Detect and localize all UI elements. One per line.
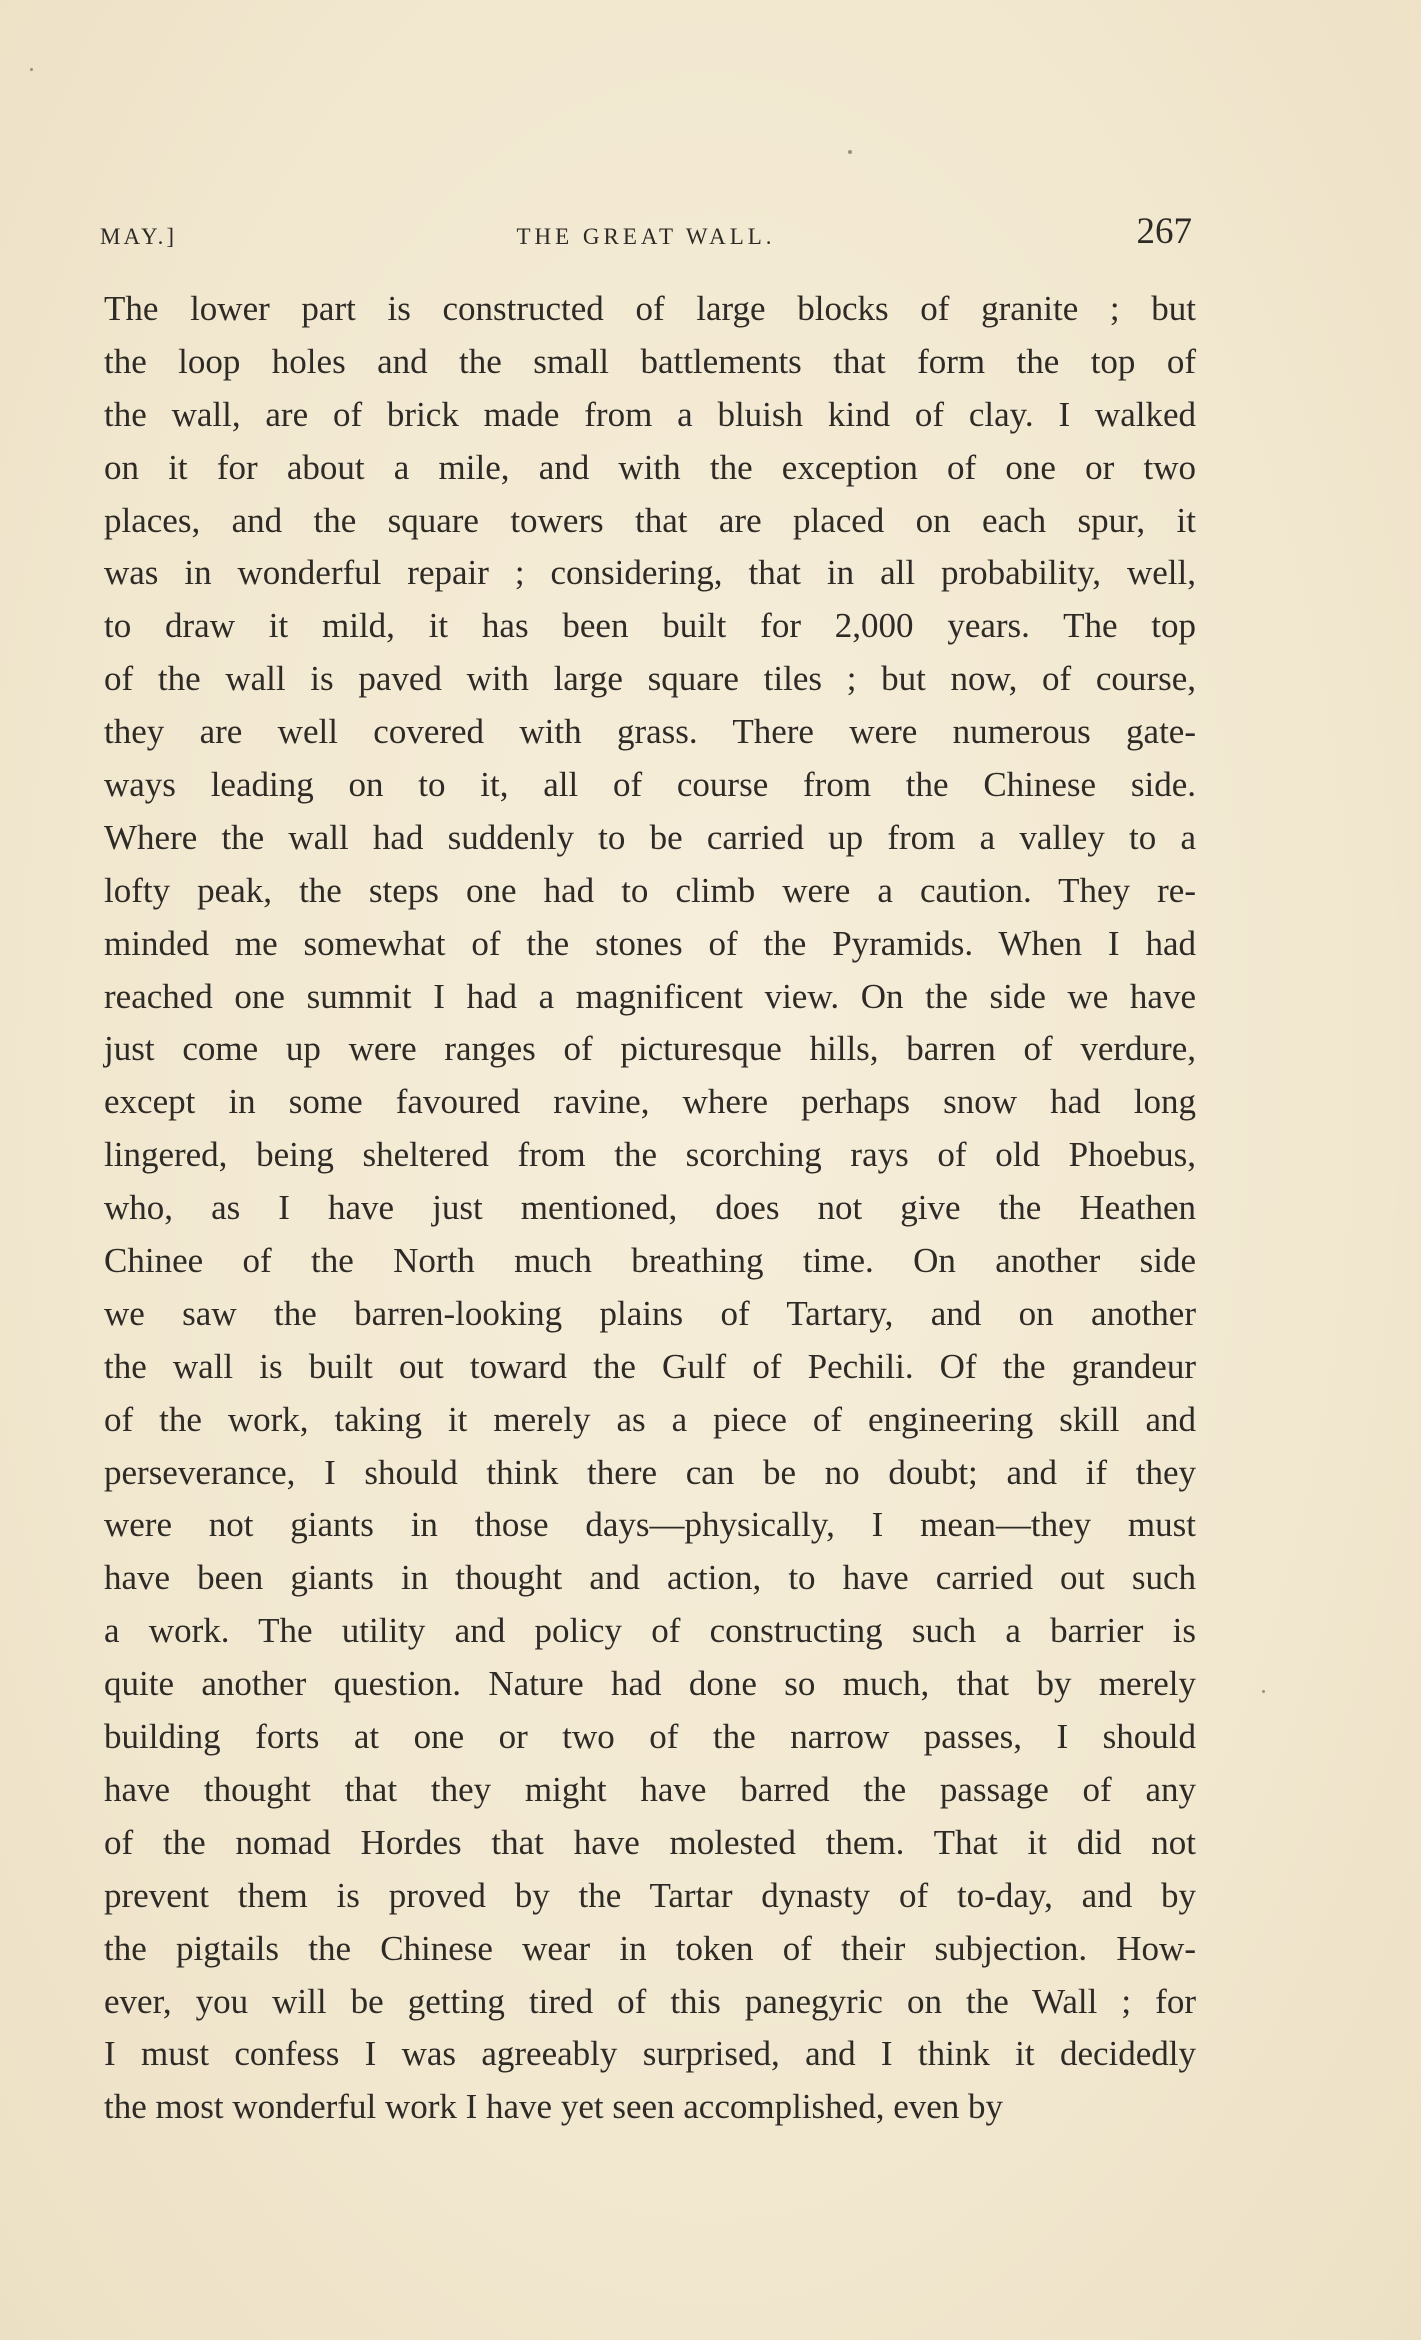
text-line: the most wonderful work I have yet seen accomplished, even by	[104, 2087, 1004, 2127]
text-line: building forts at one or two of the narrow passes, I should	[104, 1717, 1196, 1757]
running-head	[100, 210, 1192, 260]
text-line: have thought that they might have barred the passage of any	[104, 1769, 1196, 1809]
paper-speck	[30, 68, 33, 71]
text-line: we saw the barren-looking plains of Tartary, and on another	[104, 1293, 1196, 1333]
text-line: of the wall is paved with large square tiles ; but now, of course,	[104, 659, 1196, 699]
text-line: Where the wall had suddenly to be carried up from a valley to a	[104, 817, 1196, 857]
text-line: I must confess I was agreeably surprised, and I think it decidedly	[104, 2034, 1196, 2074]
paper-speck	[848, 150, 852, 154]
text-line: Chinee of the North much breathing time. On another side	[104, 1241, 1196, 1281]
text-line: have been giants in thought and action, to have carried out such	[104, 1558, 1196, 1598]
text-line: on it for about a mile, and with the exception of one or two	[104, 447, 1196, 487]
text-line: just come up were ranges of picturesque hills, barren of verdure,	[104, 1029, 1196, 1069]
text-line: lofty peak, the steps one had to climb were a caution. They re-	[104, 870, 1196, 910]
running-head-title: THE GREAT WALL.	[516, 224, 776, 249]
text-line: prevent them is proved by the Tartar dynasty of to-day, and by	[104, 1875, 1196, 1915]
body-text	[104, 283, 1196, 2134]
text-line: except in some favoured ravine, where perhaps snow had long	[104, 1082, 1196, 1122]
running-head-section: MAY.]	[100, 224, 178, 249]
text-line: perseverance, I should think there can be no doubt; and if they	[104, 1452, 1196, 1492]
text-line: minded me somewhat of the stones of the Pyramids. When I had	[104, 923, 1196, 963]
text-line: a work. The utility and policy of constructing such a barrier is	[104, 1611, 1196, 1651]
text-line: to draw it mild, it has been built for 2,000 years. The top	[104, 606, 1196, 646]
text-line: the wall, are of brick made from a bluish kind of clay. I walked	[104, 394, 1196, 434]
text-line: the wall is built out toward the Gulf of Pechili. Of the grandeur	[104, 1346, 1196, 1386]
text-line: of the work, taking it merely as a piece of engineering skill and	[104, 1399, 1196, 1439]
text-line: quite another question. Nature had done so much, that by merely	[104, 1664, 1196, 1704]
text-line: of the nomad Hordes that have molested them. That it did not	[104, 1822, 1196, 1862]
text-line: they are well covered with grass. There were numerous gate-	[104, 712, 1196, 752]
text-line: the pigtails the Chinese wear in token of their subjection. How-	[104, 1928, 1196, 1968]
text-line: ever, you will be getting tired of this panegyric on the Wall ; for	[104, 1981, 1196, 2021]
text-line: places, and the square towers that are placed on each spur, it	[104, 500, 1196, 540]
text-line: reached one summit I had a magnificent view. On the side we have	[104, 976, 1196, 1016]
text-line: who, as I have just mentioned, does not give the Heathen	[104, 1188, 1196, 1228]
text-line: the loop holes and the small battlements that form the top of	[104, 341, 1196, 381]
text-line: ways leading on to it, all of course from the Chinese side.	[104, 765, 1196, 805]
paper-speck	[1262, 1690, 1265, 1693]
page-number: 267	[1136, 211, 1192, 252]
text-line: The lower part is constructed of large blocks of granite ; but	[104, 289, 1196, 328]
text-line: lingered, being sheltered from the scorching rays of old Phoebus,	[104, 1135, 1196, 1175]
text-line: were not giants in those days—physically, I mean—they must	[104, 1505, 1196, 1545]
text-line: was in wonderful repair ; considering, that in all probability, well,	[104, 553, 1196, 593]
